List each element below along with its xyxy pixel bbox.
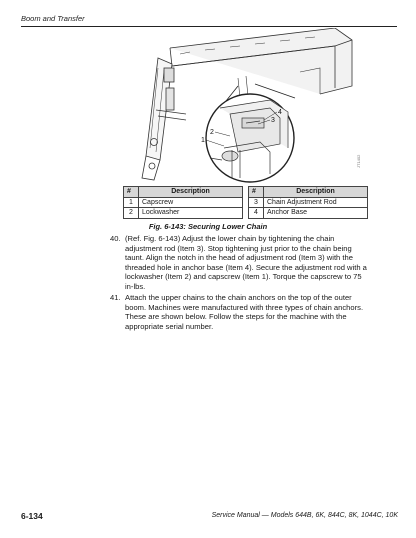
part-description: Chain Adjustment Rod xyxy=(264,197,368,208)
callout-3: 3 xyxy=(271,117,275,124)
step-number: 40. xyxy=(110,234,121,243)
section-header: Boom and Transfer xyxy=(21,14,85,23)
callout-2: 2 xyxy=(210,129,214,136)
part-number: 3 xyxy=(249,197,264,208)
table-header-row xyxy=(124,187,243,198)
column-number: # xyxy=(249,187,264,198)
column-number: # xyxy=(124,187,139,198)
callout-1: 1 xyxy=(201,137,205,144)
part-description: Capscrew xyxy=(139,197,243,208)
step-text: Attach the upper chains to the chain anchors on the top of the outer boom. Machines were manufactured with three types of chain anchors. These are shown below. Follow the steps for the machine with the appropriate serial number. xyxy=(125,293,364,331)
figure-caption: Fig. 6-143: Securing Lower Chain xyxy=(148,222,268,231)
table-row xyxy=(124,208,243,219)
procedure-step xyxy=(110,293,372,331)
column-description: Description xyxy=(264,187,368,198)
table-row xyxy=(124,197,243,208)
part-description: Lockwasher xyxy=(139,208,243,219)
parts-table-left xyxy=(123,186,243,219)
part-number: 1 xyxy=(124,197,139,208)
page-number: 6-134 xyxy=(21,511,43,521)
boom-chain-figure xyxy=(120,28,375,183)
part-number: 2 xyxy=(124,208,139,219)
parts-table-right xyxy=(248,186,368,219)
header-rule xyxy=(21,26,397,27)
procedure-step xyxy=(110,234,372,292)
part-description: Anchor Base xyxy=(264,208,368,219)
column-description: Description xyxy=(139,187,243,198)
table-header-row xyxy=(249,187,368,198)
figure-id: JT1402 xyxy=(356,154,361,168)
step-text: (Ref. Fig. 6-143) Adjust the lower chain by tightening the chain adjustment rod (Item 3). Stop tightening just prior to the chain being taunt. Align the notch in the head of adjustment rod (Item 3) with the threaded hole in anchor base (Item 4). Secure the adjustment rod with a lockwasher (Item 2) and capscrew (Item 1). Torque the capscrew to 75 in-lbs. xyxy=(125,234,367,291)
callout-4: 4 xyxy=(278,109,282,116)
table-row xyxy=(249,208,368,219)
step-number: 41. xyxy=(110,293,121,302)
part-number: 4 xyxy=(249,208,264,219)
table-row xyxy=(249,197,368,208)
manual-title: Service Manual — Models 644B, 6K, 844C, 8K, 1044C, 10K xyxy=(211,512,398,519)
